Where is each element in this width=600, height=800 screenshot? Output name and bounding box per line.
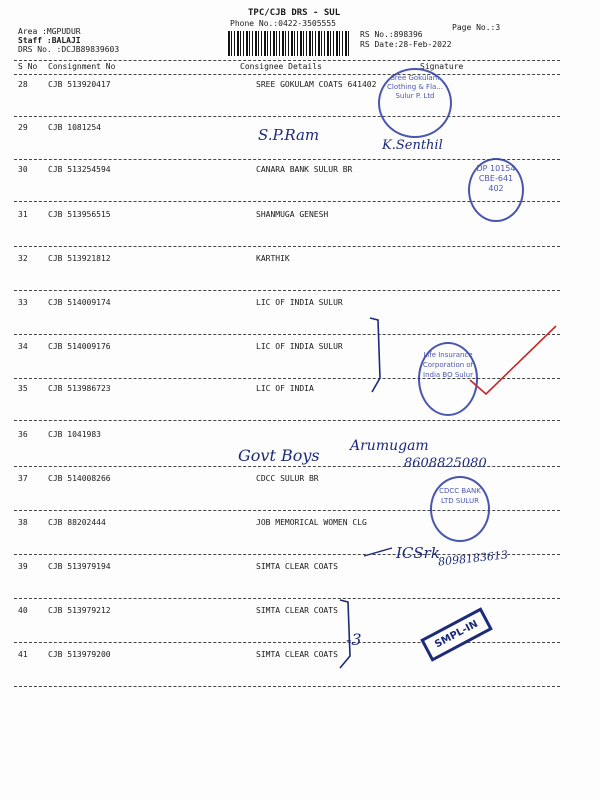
- col-consignment: Consignment No: [48, 62, 116, 71]
- row-divider: [14, 334, 560, 335]
- bank-round-stamp: CDCC BANK LTD SULUR: [430, 476, 490, 542]
- handwritten-signature-2: Arumugam: [350, 438, 429, 454]
- row-divider: [14, 378, 560, 379]
- row-consignment: CJB 1041983: [48, 430, 101, 439]
- row-serial: 38: [18, 518, 28, 527]
- row-consignee: LIC OF INDIA: [256, 384, 314, 393]
- row-serial: 28: [18, 80, 28, 89]
- header-divider-bottom: [14, 74, 560, 75]
- col-sno: S No: [18, 62, 38, 71]
- rs-number: RS No.:898396: [360, 30, 423, 39]
- row-serial: 30: [18, 165, 28, 174]
- row-serial: 29: [18, 123, 28, 132]
- row-serial: 40: [18, 606, 28, 615]
- row-consignment: CJB 88202444: [48, 518, 106, 527]
- row-consignment: CJB 514008266: [48, 474, 111, 483]
- row-consignee: CANARA BANK SULUR BR: [256, 165, 353, 174]
- drs-number: DRS No. :DCJB89839603: [18, 45, 120, 54]
- area-label: Area :MGPUDUR: [18, 27, 81, 36]
- row-serial: 35: [18, 384, 28, 393]
- staff-label: Staff :BALAJI: [18, 36, 81, 45]
- handwritten-signature-3: ICSrk: [396, 544, 440, 562]
- row-divider: [14, 420, 560, 421]
- row-consignment: CJB 514009174: [48, 298, 111, 307]
- row-serial: 34: [18, 342, 28, 351]
- header-divider-top: [14, 60, 560, 61]
- row-divider: [14, 686, 560, 687]
- row-consignee: SIMTA CLEAR COATS: [256, 606, 338, 615]
- dp-round-stamp: DP 10154 CBE-641 402: [468, 158, 524, 222]
- row-consignment: CJB 514009176: [48, 342, 111, 351]
- row-consignee: CDCC SULUR BR: [256, 474, 319, 483]
- row-consignee: SHANMUGA GENESH: [256, 210, 329, 219]
- col-signature: Signature: [420, 62, 464, 71]
- red-tick: [470, 326, 556, 394]
- handwritten-phone: 8608825080: [404, 456, 487, 471]
- row-serial: 41: [18, 650, 28, 659]
- company-round-stamp: Sree Gokulam Clothing & Fla... Sulur P. Ltd: [378, 68, 452, 138]
- smpl-stamp: SMPL-IN: [420, 607, 493, 662]
- handwritten-name-2: K.Senthil: [382, 138, 443, 153]
- row-serial: 31: [18, 210, 28, 219]
- row-serial: 36: [18, 430, 28, 439]
- row-consignee: SIMTA CLEAR COATS: [256, 650, 338, 659]
- row-consignee: KARTHIK: [256, 254, 290, 263]
- row-consignment: CJB 513979200: [48, 650, 111, 659]
- row-consignee: LIC OF INDIA SULUR: [256, 298, 343, 307]
- row-consignment: CJB 513921812: [48, 254, 111, 263]
- lic-round-stamp: Life Insurance Corporation of India BO Sulur: [418, 342, 478, 416]
- row-consignee: LIC OF INDIA SULUR: [256, 342, 343, 351]
- rs-date: RS Date:28-Feb-2022: [360, 40, 452, 49]
- handwritten-phone-2: 8098183613: [437, 548, 509, 569]
- row-consignment: CJB 513920417: [48, 80, 111, 89]
- row-serial: 32: [18, 254, 28, 263]
- phone-number: Phone No.:0422-3505555: [230, 19, 336, 28]
- row-divider: [14, 290, 560, 291]
- pen-bracket: [370, 318, 380, 392]
- row-consignment: CJB 1081254: [48, 123, 101, 132]
- row-consignment: CJB 513986723: [48, 384, 111, 393]
- barcode: [228, 31, 350, 56]
- row-serial: 39: [18, 562, 28, 571]
- row-consignment: CJB 513956515: [48, 210, 111, 219]
- handwritten-signature: Govt Boys: [238, 446, 320, 465]
- row-consignee: SREE GOKULAM COATS 641402: [256, 80, 377, 89]
- row-consignment: CJB 513979194: [48, 562, 111, 571]
- row-divider: [14, 246, 560, 247]
- row-consignee: JOB MEMORICAL WOMEN CLG: [256, 518, 367, 527]
- row-divider: [14, 159, 560, 160]
- document-title: TPC/CJB DRS - SUL: [248, 8, 341, 18]
- row-divider: [14, 116, 560, 117]
- handwritten-mark: -3: [346, 630, 362, 649]
- row-serial: 37: [18, 474, 28, 483]
- row-consignee: SIMTA CLEAR COATS: [256, 562, 338, 571]
- row-consignment: CJB 513979212: [48, 606, 111, 615]
- col-consignee: Consignee Details: [240, 62, 322, 71]
- row-serial: 33: [18, 298, 28, 307]
- row-consignment: CJB 513254594: [48, 165, 111, 174]
- row-divider: [14, 642, 560, 643]
- page-number: Page No.:3: [452, 23, 501, 32]
- handwritten-name: S.P.Ram: [258, 126, 320, 144]
- row-divider: [14, 598, 560, 599]
